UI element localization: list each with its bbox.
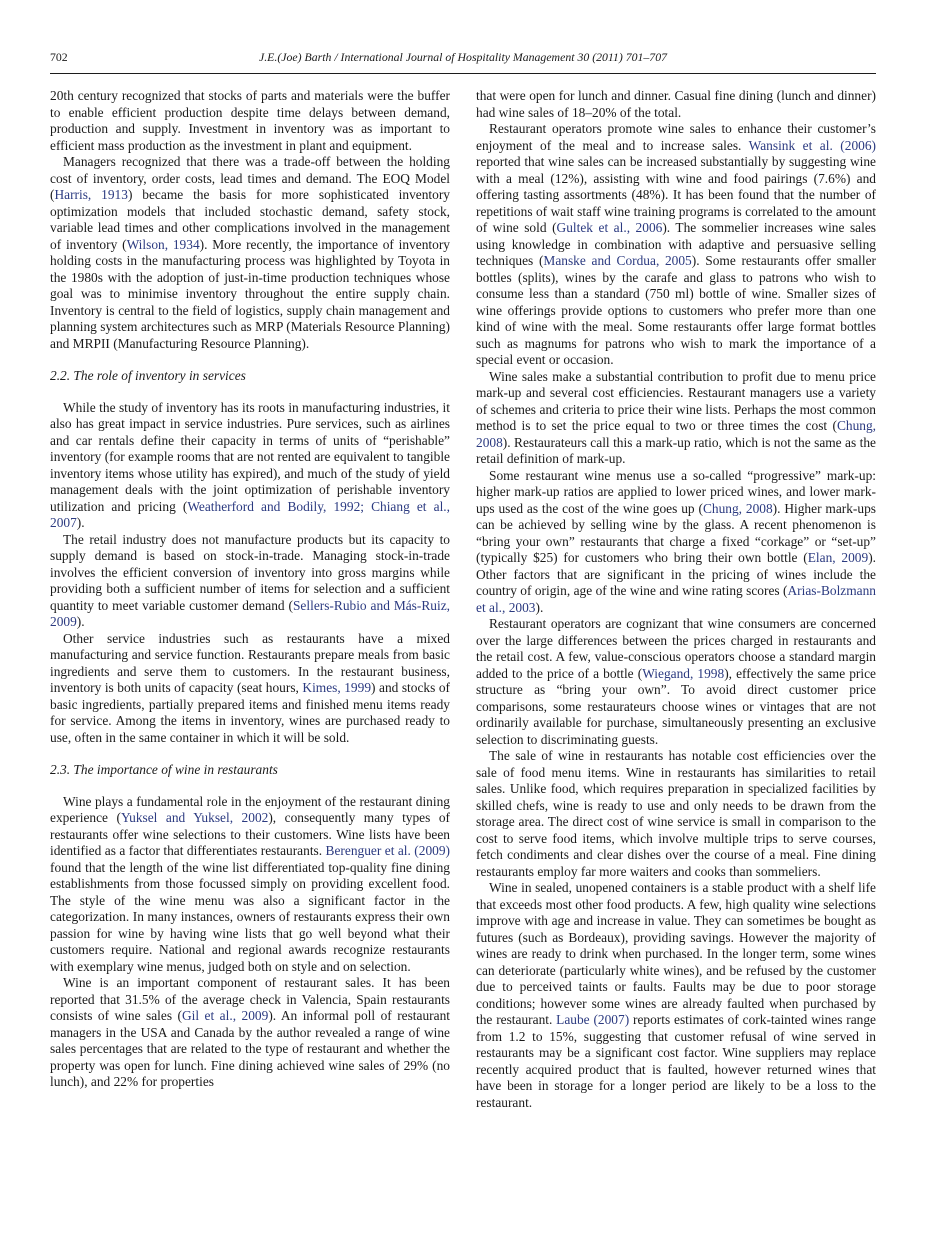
paragraph — [476, 369, 876, 468]
body-text: ). — [535, 599, 544, 615]
body-text: ). Some restaurants offer smaller bottles (splits), wines by the carafe and glass to patrons who wish to consume less than a standard (750 ml) bottle of wine. Smaller sizes of wine offerings provide options to customers who prefer more than one kind of wine with the meal. Some restaurants offer large format bottles such as magnums for patrons who wish to mark the importance of a special event or occasion. — [476, 253, 877, 367]
body-text: ), consequently many types of restaurants offer wine selections to their customers. Wine lists have been identified as a factor that differentiates restaurants. — [50, 810, 450, 858]
citation-link[interactable]: Gultek et al., 2006 — [556, 220, 663, 235]
body-text: Wine is an important component of restaurant sales. It has been reported that 31.5% of the average check in Valencia, Spain restaurants consists of wine sales ( — [50, 975, 450, 1023]
body-text: ) and stocks of basic ingredients, partially prepared items and finished menu items ready for service. Among the items in inventory, wines are purchased ready to use, often in the same container in which it will be sold. — [50, 680, 450, 745]
citation-link[interactable]: Harris, 1913 — [54, 187, 128, 202]
body-text: ). Other factors that are significant in the pricing of wines include the country of origin, age of the wine and wine rating scores ( — [476, 550, 877, 598]
body-text: reported that wine sales can be increased substantially by suggesting wine with a meal (12%), assisting with wine and food pairings (7.6%) and offering tasting assortments (48%). It has been found that the number of repetitions of wait staff wine training programs is correlated to the amount of wine sold ( — [476, 154, 876, 235]
body-text: ). Restaurateurs call this a mark-up ratio, which is not the same as the retail definition of mark-up. — [476, 434, 876, 466]
paragraph — [50, 794, 450, 976]
body-text: Other service industries such as restaurants have a mixed manufacturing and service function. Restaurants prepare meals from basic ingredients and serve them to customers. In the restaurant business, inventory is both units of capacity (seat hours, — [50, 630, 450, 695]
citation-link[interactable]: Wilson, 1934 — [126, 236, 200, 252]
header-rule — [50, 73, 876, 74]
citation-link[interactable]: Wansink et al. (2006) — [748, 137, 876, 153]
paragraph — [476, 748, 876, 880]
citation-link[interactable]: Chung, 2008 — [476, 418, 876, 450]
paragraph — [50, 154, 450, 352]
citation-link[interactable]: Chung, 2008 — [702, 500, 773, 516]
citation-link[interactable]: Kimes, 1999 — [302, 680, 372, 695]
section-heading: 2.3. The importance of wine in restaurants — [50, 762, 278, 777]
body-text: The retail industry does not manufacture products but its capacity to supply demand is based on stock-in-trade. Managing stock-in-trade involves the efficient conversion of inventory into gross margins while providing both a sufficient number of items for selection and a sufficient quantity to meet variable customer demand ( — [50, 531, 450, 613]
left-column — [50, 88, 450, 1111]
body-text: Wine plays a fundamental role in the enjoyment of the restaurant dining experience ( — [50, 793, 450, 825]
citation-link[interactable]: Gil et al., 2009 — [181, 1008, 269, 1023]
citation-link[interactable]: Wiegand, 1998 — [642, 665, 725, 681]
body-text: Restaurant operators are cognizant that wine consumers are concerned over the large differences between the prices charged in restaurants and the retail cost. A few, value-conscious operators choose a standard margin added to the price of a bottle ( — [476, 616, 876, 681]
body-text: Wine in sealed, unopened containers is a stable product with a shelf life that exceeds most other food products. A few, high quality wine selections improve with age and increase in value. They can sometimes be bought as futures (such as Bordeaux), providing savings. However the majority of wines are ready to drink when purchased. In the longer term, some wines can deteriorate (particularly white wines), and be refused by the customer due to perceived taints or faults. Faults may be due to poor storage conditions; however some wines are already faulted when purchased by the restaurant. — [476, 880, 876, 1027]
citation-link[interactable]: Sellers-Rubio and Más-Ruiz, 2009 — [50, 597, 450, 629]
body-text: ). — [76, 614, 85, 629]
body-text: The sale of wine in restaurants has notable cost efficiencies over the sale of food menu items. Wine in restaurants has similarities to retail sales. Unlike food, which requires preparation in specialized facilities by skilled chefs, wine is ready to use and only needs to be drawn from the storage area. The direct cost of wine service is small in comparison to the cost to serve food items, which involve multiple trips to serve courses, fetch condiments and clear dishes over the course of a meal. Fine dining restaurants employ far more waiters and cooks than sommeliers. — [476, 748, 876, 879]
page-number: 702 — [50, 50, 68, 64]
section-heading: 2.2. The role of inventory in services — [50, 368, 246, 383]
paragraph — [50, 400, 450, 532]
citation-link[interactable]: Weatherford and Bodily, 1992; Chiang et al., 2007 — [50, 498, 450, 530]
body-text: ). An informal poll of restaurant managers in the USA and Canada by the author revealed a range of wine sales percentages that are related to the type of restaurant and whether the property was open for lunch. Fine dining achieved wine sales of 29% (no lunch), and 22% for properties — [50, 1008, 450, 1089]
paragraph — [476, 468, 876, 617]
page-header — [50, 50, 876, 66]
paragraph — [50, 532, 450, 631]
paragraph — [50, 88, 450, 154]
body-text: ). — [76, 515, 85, 530]
body-text: ). The sommelier increases wine sales using knowledge in combination with adaptive and persuasive selling techniques ( — [476, 220, 876, 268]
body-text: Managers recognized that there was a trade-off between the holding cost of inventory, order costs, lead times and demand. The EOQ Model ( — [50, 154, 450, 202]
paragraph — [476, 616, 876, 748]
paragraph — [476, 121, 876, 369]
body-text: ). More recently, the importance of inventory holding costs in the manufacturing process was highlighted by Toyota in the 1980s with the adoption of just-in-time production techniques whose goal was to minimise inventory throughout the entire supply chain. Inventory is central to the field of logistics, supply chain management and planning system architectures such as MRP (Materials Resource Planning) and MRPII (Manufacturing Resource Planning). — [50, 236, 450, 351]
citation-link[interactable]: Manske and Cordua, 2005 — [543, 253, 692, 268]
running-head: J.E.(Joe) Barth / International Journal of Hospitality Management 30 (2011) 701–707 — [258, 50, 668, 64]
body-text: ) became the basis for more sophisticated inventory optimization models that included stochastic demand, safety stock, variable lead times and other complications involved in the management of inventory ( — [50, 187, 450, 252]
body-text: found that the length of the wine list differentiated top-quality fine dining establishments from those focussed simply on providing excellent food. The style of the wine menu was also a significant factor in the categorization. In many instances, owners of restaurants express their own passion for wine by having wine lists that go well beyond what their customers require. National and regional awards recognize restaurants with exemplary wine menus, judged both on style and on selection. — [50, 859, 450, 974]
body-text: 20th century recognized that stocks of parts and materials were the buffer to enable efficient production despite time delays between demand, production and supply. Investment in inventory was as important to efficient mass production as the investment in plant and equipment. — [50, 88, 450, 153]
citation-link[interactable]: Arias-Bolzmann et al., 2003 — [476, 583, 876, 615]
body-text: Some restaurant wine menus use a so-called “progressive” mark-up: higher mark-up ratios are applied to lower priced wines, and lower mark-ups used as the cost of the wine goes up ( — [476, 467, 876, 516]
paragraph — [476, 88, 876, 121]
citation-link[interactable]: Yuksel and Yuksel, 2002 — [120, 810, 269, 825]
body-text: reports estimates of cork-tainted wines range from 1.2 to 15%, suggesting that customer refusal of wine served in restaurants may be a significant cost factor. Wine suppliers may replace recently acquired product that is faulted, however returned wines that have been in storage for a longer period are likely to be a loss to the restaurant. — [476, 1012, 876, 1110]
paragraph — [50, 631, 450, 747]
body-text: While the study of inventory has its roots in manufacturing industries, it also has great impact in service industries. Pure services, such as airlines and car rentals define their capacity in terms of units of “perishable” inventory (for example rooms that are not rented are equivalent to tangible inventory items whose utility has expired), and much of the study of yield management deals with the joint optimization of perishable inventory utilization and pricing ( — [50, 399, 450, 514]
right-column — [476, 88, 876, 1111]
paragraph — [50, 975, 450, 1091]
paragraph — [476, 880, 876, 1111]
body-text: Wine sales make a substantial contribution to profit due to menu price mark-up and several cost efficiencies. Restaurant managers use a variety of schemes and criteria to price their wine lists. Perhaps the most common method is to set the price equal to two or three times the cost ( — [476, 368, 876, 433]
body-text: ). Higher mark-ups can be achieved by selling wine by the glass. A recent phenomenon is “bring your own” restaurants that charge a fixed “corkage” or “set-up” (typically $25) for customers who bring their own bottle ( — [476, 500, 876, 565]
citation-link[interactable]: Elan, 2009 — [807, 550, 869, 565]
body-text: ), effectively the same price structure as “bring your own”. To avoid direct customer price comparisons, some restaurateurs choose wines or vintages that are not ordinarily available for purchase, simultaneously presenting an exclusive selection to discriminating guests. — [476, 665, 876, 747]
body-text: that were open for lunch and dinner. Casual fine dining (lunch and dinner) had wine sales of 18–20% of the total. — [476, 88, 876, 120]
body-text: Restaurant operators promote wine sales to enhance their customer’s enjoyment of the meal and to increase sales. — [476, 121, 876, 153]
citation-link[interactable]: Berenguer et al. (2009) — [325, 843, 451, 858]
citation-link[interactable]: Laube (2007) — [556, 1012, 630, 1027]
article-body — [50, 88, 876, 1111]
